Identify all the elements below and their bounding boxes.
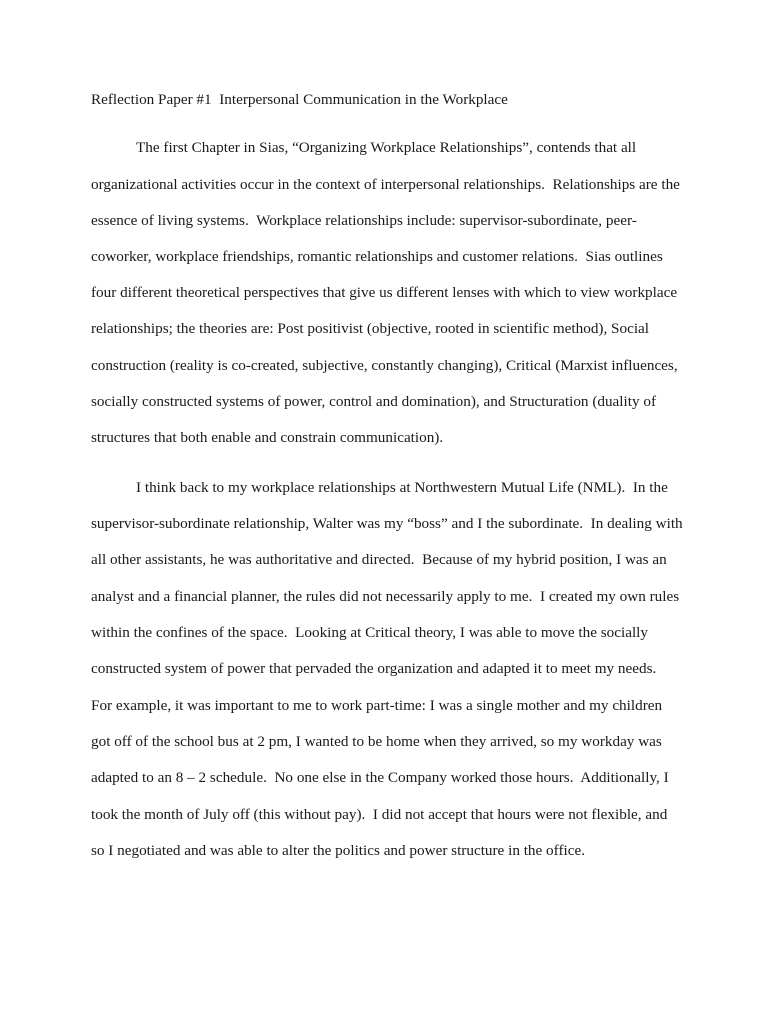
paragraph-2-line-5: within the confines of the space. Looking at Critical theory, I was able to move the socially <box>91 624 648 641</box>
paragraph-1-line-5: four different theoretical perspectives that give us different lenses with which to view workplace <box>91 284 678 301</box>
paragraph-1-line-3: essence of living systems. Workplace relationships include: supervisor-subordinate, peer- <box>91 212 637 229</box>
paragraph-2-line-11: so I negotiated and was able to alter the politics and power structure in the office. <box>91 842 585 859</box>
paragraph-2-line-7: For example, it was important to me to work part-time: I was a single mother and my children <box>91 697 663 714</box>
paragraph-1-line-7: construction (reality is co-created, subjective, constantly changing), Critical (Marxist influences, <box>91 357 678 374</box>
paragraph-2-line-4: analyst and a financial planner, the rules did not necessarily apply to me. I created my own rules <box>91 588 680 605</box>
paragraph-2-line-6: constructed system of power that pervaded the organization and adapted it to meet my needs. <box>91 660 657 677</box>
paragraph-1-line-9: structures that both enable and constrain communication). <box>91 429 444 446</box>
paragraph-2-line-1: I think back to my workplace relationships at Northwestern Mutual Life (NML). In the <box>136 479 668 496</box>
paragraph-1-line-6: relationships; the theories are: Post positivist (objective, rooted in scientific method), Social <box>91 320 650 337</box>
paragraph-2-line-9: adapted to an 8 – 2 schedule. No one else in the Company worked those hours. Additionally, I <box>91 769 669 786</box>
paragraph-1-line-1: The first Chapter in Sias, “Organizing Workplace Relationships”, contends that all <box>136 139 637 156</box>
paragraph-2-line-8: got off of the school bus at 2 pm, I wanted to be home when they arrived, so my workday was <box>91 733 662 750</box>
paragraph-1-line-2: organizational activities occur in the context of interpersonal relationships. Relationships are the <box>91 176 680 193</box>
paragraph-2-line-3: all other assistants, he was authoritative and directed. Because of my hybrid position, I was an <box>91 551 667 568</box>
paragraph-2-line-2: supervisor-subordinate relationship, Walter was my “boss” and I the subordinate. In dealing with <box>91 515 683 532</box>
paragraph-1-line-8: socially constructed systems of power, control and domination), and Structuration (duality of <box>91 393 656 410</box>
paragraph-1-line-4: coworker, workplace friendships, romantic relationships and customer relations. Sias outlines <box>91 248 663 265</box>
document-title: Reflection Paper #1 Interpersonal Communication in the Workplace <box>91 91 508 108</box>
paragraph-2-line-10: took the month of July off (this without pay). I did not accept that hours were not flexible, and <box>91 806 668 823</box>
